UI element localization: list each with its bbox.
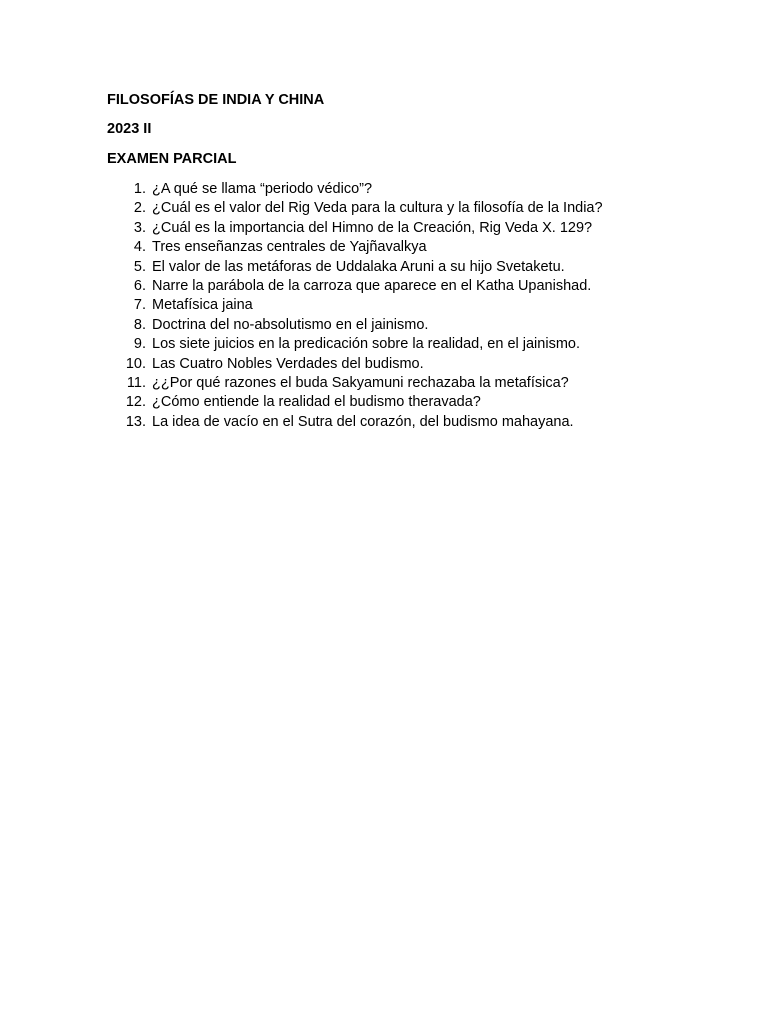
question-text: La idea de vacío en el Sutra del corazón, del budismo mahayana. xyxy=(152,413,574,430)
course-title: FILOSOFÍAS DE INDIA Y CHINA xyxy=(107,92,325,108)
question-text: Doctrina del no-absolutismo en el jainismo. xyxy=(152,316,429,333)
question-number: 12. xyxy=(125,394,146,411)
question-number: 9. xyxy=(133,336,146,353)
question-text: Narre la parábola de la carroza que aparece en el Katha Upanishad. xyxy=(152,277,592,294)
question-number: 13. xyxy=(125,413,146,430)
question-number: 11. xyxy=(126,374,146,391)
question-number: 6. xyxy=(133,277,146,294)
question-number: 10. xyxy=(125,355,146,372)
question-number: 2. xyxy=(133,200,146,217)
question-text: ¿Cuál es el valor del Rig Veda para la cultura y la filosofía de la India? xyxy=(152,200,603,217)
question-text: ¿Cuál es la importancia del Himno de la Creación, Rig Veda X. 129? xyxy=(152,219,593,236)
question-number: 7. xyxy=(133,297,146,314)
question-number: 3. xyxy=(133,219,146,236)
question-text: ¿Cómo entiende la realidad el budismo theravada? xyxy=(152,394,481,411)
question-number: 4. xyxy=(133,239,146,256)
term-label: 2023 II xyxy=(107,121,152,137)
exam-title: EXAMEN PARCIAL xyxy=(107,151,237,167)
question-number: 5. xyxy=(133,258,146,275)
question-text: ¿¿Por qué razones el buda Sakyamuni rechazaba la metafísica? xyxy=(152,374,569,391)
question-number: 8. xyxy=(133,316,146,333)
question-text: Tres enseñanzas centrales de Yajñavalkya xyxy=(152,239,427,256)
question-text: ¿A qué se llama “periodo védico”? xyxy=(152,181,373,197)
question-text: Los siete juicios en la predicación sobre la realidad, en el jainismo. xyxy=(152,336,580,353)
question-number: 1. xyxy=(133,181,146,197)
question-text: Metafísica jaina xyxy=(152,297,253,314)
question-text: Las Cuatro Nobles Verdades del budismo. xyxy=(152,355,424,372)
question-text: El valor de las metáforas de Uddalaka Aruni a su hijo Svetaketu. xyxy=(152,258,565,275)
